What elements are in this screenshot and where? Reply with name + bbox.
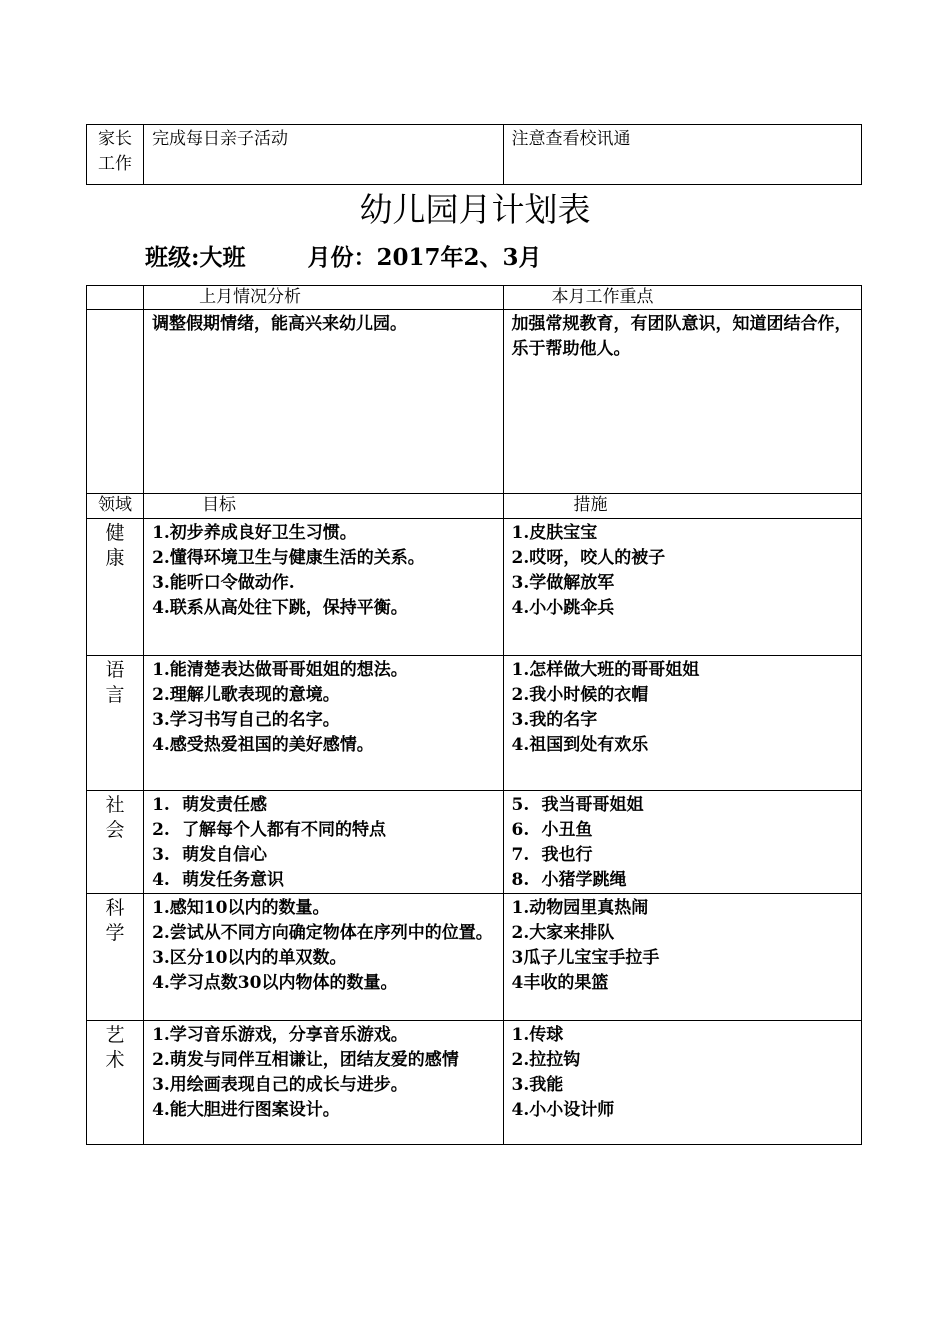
goal-item: 4.联系从高处往下跳，保持平衡。 <box>152 598 408 618</box>
analysis-header-col3: 本月工作重点 <box>503 286 861 310</box>
parent-work-label-line2: 工作 <box>98 154 133 174</box>
measure-item: 4丰收的果篮 <box>511 973 609 993</box>
analysis-col3-cell <box>503 310 861 494</box>
measure-item: 3瓜子儿宝宝手拉手 <box>511 948 660 968</box>
domain-label-cell <box>87 519 144 656</box>
measure-item: 2.大家来排队 <box>511 923 615 943</box>
measure-number: 5. <box>511 795 530 815</box>
goal-item: 1.初步养成良好卫生习惯。 <box>152 523 357 543</box>
measure-number: 8. <box>511 870 530 890</box>
this-month-focus-text: 加强常规教育，有团队意识，知道团结合作，乐于帮助他人。 <box>511 314 852 359</box>
goals-cell <box>144 519 503 656</box>
measures-cell <box>503 1021 861 1145</box>
analysis-empty-cell <box>87 310 144 494</box>
goal-item: 3.区分10以内的单双数。 <box>152 948 347 968</box>
domain-label-cell <box>87 1021 144 1145</box>
goals-header-row <box>87 494 862 519</box>
domain-label-char: 术 <box>105 1049 125 1071</box>
goal-item: 3.学习书写自己的名字。 <box>152 710 340 730</box>
measure-item <box>512 868 854 893</box>
goal-number: 2. <box>152 820 170 840</box>
domain-label-cell <box>87 894 144 1021</box>
domain-row-health <box>87 519 862 656</box>
goal-item: 1.学习音乐游戏，分享音乐游戏。 <box>152 1025 408 1045</box>
goal-item <box>152 793 495 818</box>
measures-cell <box>503 894 861 1021</box>
parent-work-table <box>86 124 862 185</box>
measure-text: 我也行 <box>541 845 593 865</box>
measure-text: 小丑鱼 <box>541 820 593 840</box>
domain-label-char: 社 <box>105 794 125 816</box>
measure-text: 小猪学跳绳 <box>541 870 627 890</box>
goal-item: 2.尝试从不同方向确定物体在序列中的位置。 <box>152 923 493 943</box>
measure-item <box>512 818 854 843</box>
goal-number: 1. <box>152 795 170 815</box>
measure-item: 1.怎样做大班的哥哥姐姐 <box>511 660 700 680</box>
measure-item <box>512 793 854 818</box>
goal-item: 3.能听口令做动作. <box>152 573 295 593</box>
goal-text: 了解每个人都有不同的特点 <box>182 820 387 840</box>
measures-cell <box>503 791 861 894</box>
measure-item: 4.祖国到处有欢乐 <box>511 735 649 755</box>
analysis-row <box>87 310 862 494</box>
domain-label-char: 言 <box>105 684 125 706</box>
domain-row-language <box>87 656 862 791</box>
measure-item: 3.我能 <box>511 1075 564 1095</box>
class-label: 班级:大班 <box>145 244 246 271</box>
domain-label-char: 康 <box>105 547 125 569</box>
goals-header: 目标 <box>144 494 503 519</box>
parent-work-col2-cell <box>144 125 503 185</box>
analysis-header-empty-cell <box>87 286 144 310</box>
measure-item: 3.我的名字 <box>511 710 598 730</box>
measure-item: 3.学做解放军 <box>511 573 615 593</box>
measure-item: 1.传球 <box>511 1025 564 1045</box>
parent-work-col3-cell <box>503 125 861 185</box>
parent-work-label-line1: 家长 <box>98 129 133 149</box>
parent-work-col3-text: 注意查看校讯通 <box>511 129 631 149</box>
measures-cell <box>503 519 861 656</box>
goal-item: 4.感受热爱祖国的美好感情。 <box>152 735 374 755</box>
measure-item <box>512 843 854 868</box>
goal-item <box>152 818 495 843</box>
goal-item: 4.能大胆进行图案设计。 <box>152 1100 340 1120</box>
measure-item: 2.我小时候的衣帽 <box>511 685 649 705</box>
goals-cell <box>144 1021 503 1145</box>
goal-item: 2.萌发与同伴互相谦让，团结友爱的感情 <box>152 1050 459 1070</box>
goal-item: 1.感知10以内的数量。 <box>152 898 330 918</box>
analysis-col2-cell <box>144 310 503 494</box>
domain-label-char: 健 <box>105 522 125 544</box>
parent-work-label-cell <box>87 125 144 185</box>
goals-cell <box>144 656 503 791</box>
analysis-header-row <box>87 286 862 310</box>
goal-number: 4. <box>152 870 170 890</box>
domain-label-char: 学 <box>105 922 125 944</box>
domain-label-cell <box>87 791 144 894</box>
domain-label-char: 艺 <box>105 1024 125 1046</box>
class-month-line <box>145 242 542 274</box>
domain-row-art <box>87 1021 862 1145</box>
domain-header: 领域 <box>87 494 144 519</box>
month-label: 月份：2017年2、3月 <box>307 244 542 271</box>
measure-item: 2.拉拉钩 <box>511 1050 581 1070</box>
goal-item: 2.懂得环境卫生与健康生活的关系。 <box>152 548 425 568</box>
goal-text: 萌发责任感 <box>182 795 268 815</box>
measure-number: 7. <box>511 845 530 865</box>
measures-cell <box>503 656 861 791</box>
parent-work-col2-text: 完成每日亲子活动 <box>152 129 289 149</box>
goal-text: 萌发自信心 <box>182 845 268 865</box>
goal-item: 2.理解儿歌表现的意境。 <box>152 685 340 705</box>
domain-label-char: 科 <box>105 897 125 919</box>
domain-row-society <box>87 791 862 894</box>
monthly-plan-table <box>86 285 862 1145</box>
goals-cell <box>144 894 503 1021</box>
goal-text: 萌发任务意识 <box>182 870 285 890</box>
domain-label-char: 语 <box>105 659 125 681</box>
last-month-analysis-text: 调整假期情绪，能高兴来幼儿园。 <box>152 314 408 334</box>
measure-item: 4.小小跳伞兵 <box>511 598 615 618</box>
goal-number: 3. <box>152 845 170 865</box>
page-title: 幼儿园月计划表 <box>359 190 591 229</box>
goal-item: 4.学习点数30以内物体的数量。 <box>152 973 398 993</box>
goal-item: 3.用绘画表现自己的成长与进步。 <box>152 1075 408 1095</box>
domain-label-cell <box>87 656 144 791</box>
goals-cell <box>144 791 503 894</box>
parent-work-row <box>87 125 862 185</box>
measure-item: 1.动物园里真热闹 <box>511 898 649 918</box>
analysis-header-col2: 上月情况分析 <box>144 286 503 310</box>
measure-text: 我当哥哥姐姐 <box>541 795 644 815</box>
measure-number: 6. <box>511 820 530 840</box>
domain-row-science <box>87 894 862 1021</box>
measure-item: 2.哎呀，咬人的被子 <box>511 548 666 568</box>
domain-label-char: 会 <box>105 819 125 841</box>
measure-item: 1.皮肤宝宝 <box>511 523 598 543</box>
measures-header: 措施 <box>503 494 861 519</box>
goal-item <box>152 868 495 893</box>
goal-item <box>152 843 495 868</box>
goal-item: 1.能清楚表达做哥哥姐姐的想法。 <box>152 660 408 680</box>
measure-item: 4.小小设计师 <box>511 1100 615 1120</box>
